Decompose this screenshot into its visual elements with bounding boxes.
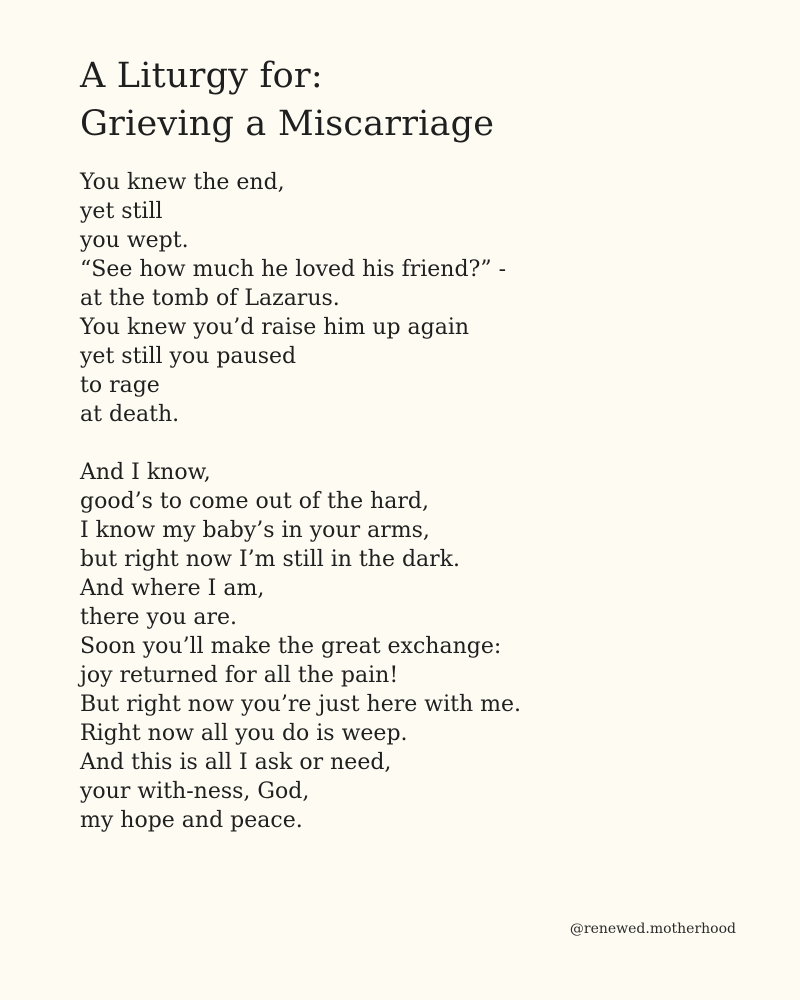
poem-line: my hope and peace. (80, 808, 303, 833)
poem-line: “See how much he loved his friend?” - (80, 257, 507, 282)
poem-line: You knew the end, (80, 170, 285, 195)
stanza-2 (80, 458, 521, 835)
title-line-1: A Liturgy for: (80, 56, 323, 96)
poem-line: your with-ness, God, (80, 779, 310, 804)
poem-line: to rage (80, 373, 160, 398)
poem-line: at death. (80, 402, 180, 427)
title-line-2: Grieving a Miscarriage (80, 104, 495, 144)
author-handle: @renewed.motherhood (569, 921, 736, 937)
poem-line: there you are. (80, 605, 238, 630)
poem-line: Soon you’ll make the great exchange: (80, 634, 502, 659)
poem-line: But right now you’re just here with me. (80, 692, 521, 717)
poem-line: you wept. (80, 228, 189, 253)
poem-body (80, 168, 521, 835)
poem-line: joy returned for all the pain! (80, 663, 399, 688)
poem-line: And this is all I ask or need, (80, 750, 392, 775)
stanza-1 (80, 168, 521, 429)
poem-line: at the tomb of Lazarus. (80, 286, 340, 311)
poem-line: And I know, (80, 460, 211, 485)
poem-line: I know my baby’s in your arms, (80, 518, 430, 543)
poem-line: yet still you paused (80, 344, 297, 369)
poem-line: You knew you’d raise him up again (80, 315, 470, 340)
poem-line: Right now all you do is weep. (80, 721, 408, 746)
page-title (80, 52, 494, 148)
poem-line: And where I am, (80, 576, 265, 601)
poem-line: yet still (80, 199, 163, 224)
poem-line: good’s to come out of the hard, (80, 489, 429, 514)
poem-line: but right now I’m still in the dark. (80, 547, 460, 572)
